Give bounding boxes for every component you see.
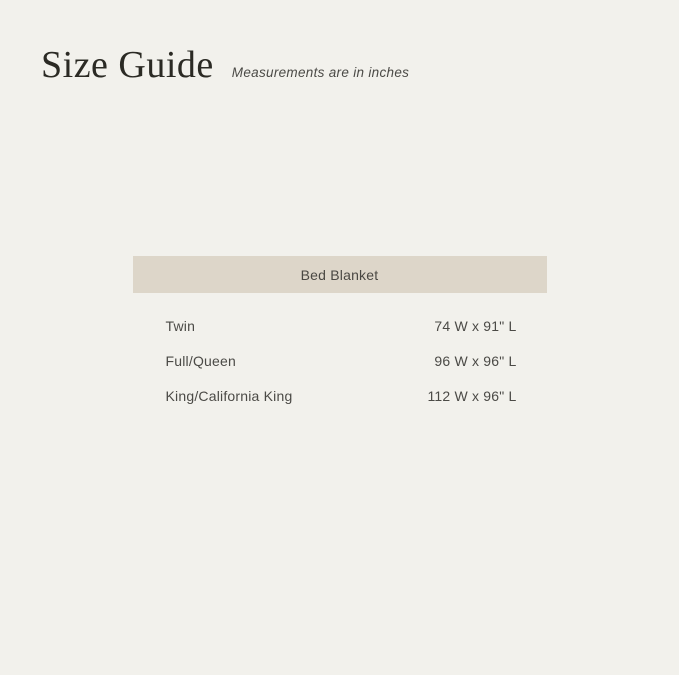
size-table-body — [133, 293, 547, 403]
table-row — [166, 354, 517, 368]
size-table — [133, 256, 547, 403]
size-measurement: 112 W x 96" L — [427, 388, 517, 404]
size-label: Twin — [165, 318, 196, 334]
table-row — [166, 389, 517, 403]
size-label: King/California King — [165, 388, 293, 404]
size-guide-header — [0, 0, 679, 90]
size-table-header — [133, 256, 547, 293]
measurement-units-note: Measurements are in inches — [231, 65, 410, 80]
size-label: Full/Queen — [165, 353, 236, 369]
size-measurement: 96 W x 96" L — [434, 353, 517, 369]
page-title: Size Guide — [41, 44, 214, 86]
size-table-header-label: Bed Blanket — [300, 266, 379, 283]
table-row — [166, 319, 517, 333]
size-measurement: 74 W x 91" L — [434, 318, 517, 334]
